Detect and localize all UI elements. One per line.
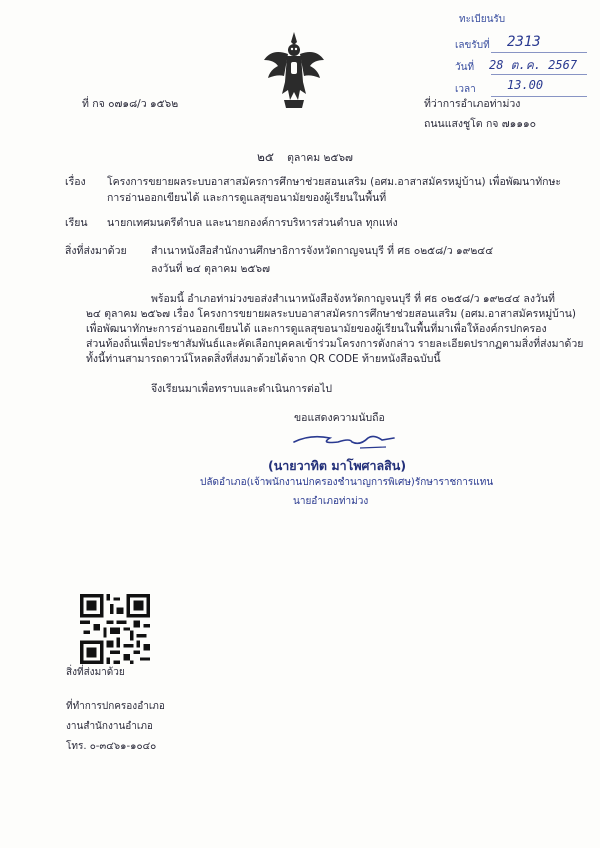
body-line-2: ๒๔ ตุลาคม ๒๕๖๗ เรื่อง โครงการขยายผลระบบอาสาสมัครการศึกษาช่วยสอนเสริม (อศม.อาสาสมัครหมู่บ้าน) bbox=[86, 308, 577, 320]
stamp-time-label: เวลา bbox=[455, 84, 476, 95]
footer-section: งานสำนักงานอำเภอ bbox=[66, 721, 153, 732]
footer-office: ที่ทำการปกครองอำเภอ bbox=[66, 701, 165, 712]
stamp-time: 13.00 bbox=[507, 78, 544, 92]
body-line-5: ทั้งนี้ท่านสามารถดาวน์โหลดสิ่งที่ส่งมาด้วยได้จาก QR CODE ท้ายหนังสือฉบับนี้ bbox=[86, 353, 441, 365]
sender-line-1: ที่ว่าการอำเภอท่าม่วง bbox=[424, 98, 521, 110]
sender-line-2: ถนนแสงชูโต กจ ๗๑๑๑๐ bbox=[424, 118, 537, 130]
closing-text: จึงเรียนมาเพื่อทราบและดำเนินการต่อไป bbox=[151, 383, 333, 395]
stamp-recv-no: 2313 bbox=[507, 34, 541, 50]
enclosure-line-1: สำเนาหนังสือสำนักงานศึกษาธิการจังหวัดกาญจนบุรี ที่ ศธ ๐๒๕๘/ว ๑๙๒๔๔ bbox=[151, 245, 494, 257]
regards-text: ขอแสดงความนับถือ bbox=[294, 412, 385, 424]
footer-phone: โทร. ๐-๓๔๖๑-๑๐๔๐ bbox=[66, 741, 157, 752]
enclosure-line-2: ลงวันที่ ๒๔ ตุลาคม ๒๕๖๗ bbox=[151, 263, 270, 275]
stamp-recv-label: เลขรับที่ bbox=[455, 40, 490, 51]
qr-code-icon[interactable] bbox=[80, 594, 150, 664]
signer-name: (นายวาทิต มาโพศาลสิน) bbox=[268, 458, 407, 473]
signature-icon bbox=[290, 428, 400, 454]
stamp-date-label: วันที่ bbox=[455, 62, 475, 73]
subject-label: เรื่อง bbox=[65, 176, 86, 188]
garuda-emblem-icon bbox=[262, 30, 326, 110]
document-date bbox=[257, 146, 353, 165]
registration-stamp bbox=[455, 10, 595, 98]
date-day: ๒๕ bbox=[257, 150, 274, 164]
signer-position-2: นายอำเภอท่าม่วง bbox=[293, 496, 369, 507]
enclosure-label: สิ่งที่ส่งมาด้วย bbox=[65, 245, 127, 257]
body-line-3: เพื่อพัฒนาทักษะการอ่านออกเขียนได้ และการดูแลสุขอนามัยของผู้เรียนในพื้นที่มาเพื่อให้องค์กรปกครอง bbox=[86, 323, 547, 335]
subject-line-2: การอ่านออกเขียนได้ และการดูแลสุขอนามัยของผู้เรียนในพื้นที่ bbox=[107, 192, 387, 204]
signer-position: ปลัดอำเภอ(เจ้าพนักงานปกครองชำนาญการพิเศษ)รักษาราชการแทน bbox=[200, 477, 494, 488]
body-line-4: ส่วนท้องถิ่นเพื่อประชาสัมพันธ์และคัดเลือกบุคคลเข้าร่วมโครงการดังกล่าว รายละเอียดปรากฏตามสิ่งที่ส่งมาด้วย bbox=[86, 338, 584, 350]
date-month-year: ตุลาคม ๒๕๖๗ bbox=[287, 152, 353, 164]
body-line-1: พร้อมนี้ อำเภอท่าม่วงขอส่งสำเนาหนังสือจังหวัดกาญจนบุรี ที่ ศธ ๐๒๕๘/ว ๑๙๒๔๔ ลงวันที่ bbox=[151, 293, 555, 305]
recipient-label: เรียน bbox=[65, 217, 88, 229]
recipient-text: นายกเทศมนตรีตำบล และนายกองค์การบริหารส่วนตำบล ทุกแห่ง bbox=[107, 217, 398, 229]
qr-caption: สิ่งที่ส่งมาด้วย bbox=[66, 667, 125, 678]
stamp-office: ทะเบียนรับ bbox=[459, 14, 506, 25]
subject-line-1: โครงการขยายผลระบบอาสาสมัครการศึกษาช่วยสอนเสริม (อศม.อาสาสมัครหมู่บ้าน) เพื่อพัฒนาทักษะ bbox=[107, 176, 562, 188]
stamp-date: 28 ต.ค. 2567 bbox=[489, 58, 578, 72]
document-number: ที่ กจ ๐๗๑๘/ว ๑๕๖๒ bbox=[82, 98, 179, 110]
